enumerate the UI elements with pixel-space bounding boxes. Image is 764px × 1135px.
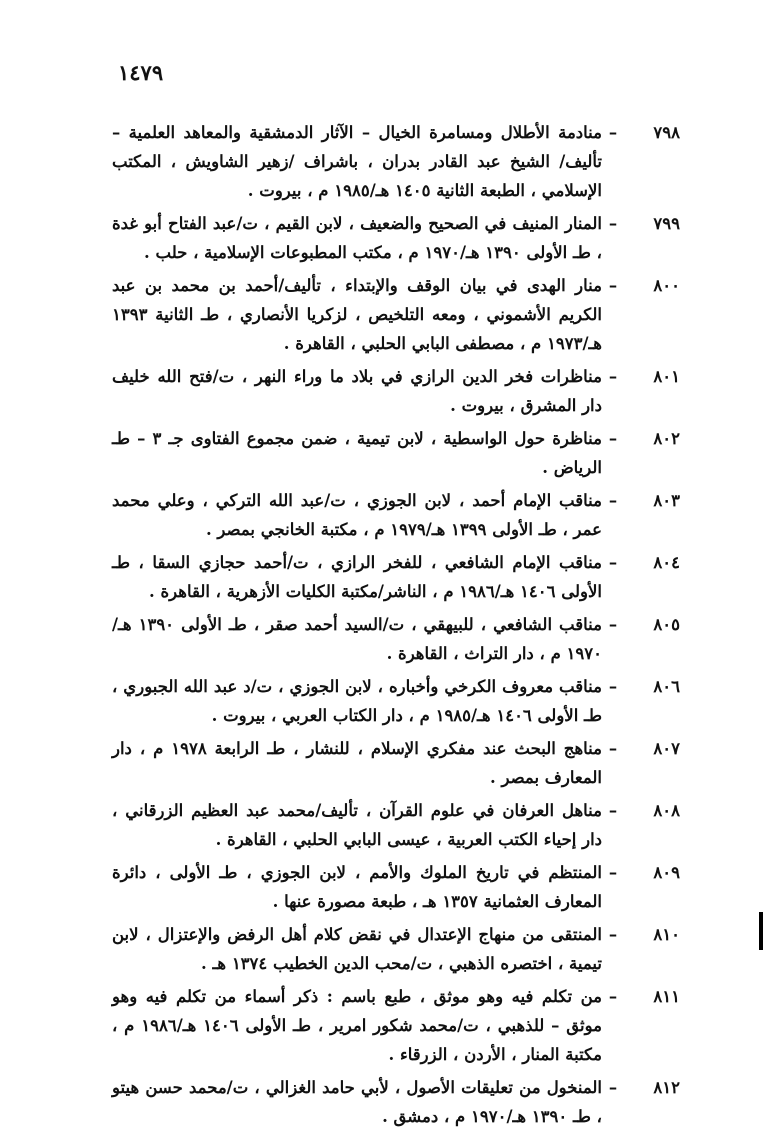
entry-number: ٨٠٩ (653, 863, 680, 882)
entry-text: المنخول من تعليقات الأصول ، لأبي حامد الغزالي ، ت/محمد حسن هيتو ، طـ ١٣٩٠ هـ/١٩٧٠ م ، دمشق . (112, 1078, 602, 1126)
bibliography-entry (96, 118, 680, 205)
entry-number: ٨٠٦ (653, 677, 680, 696)
entry-text: منادمة الأطلال ومسامرة الخيال – الآثار الدمشقية والمعاهد العلمية – تأليف/ الشيخ عبد القادر بدران ، باشراف /زهير الشاويش ، المكتب الإسلامي ، الطبعة الثانية ١٤٠٥ هـ/١٩٨٥ م ، بيروت . (112, 123, 602, 200)
entry-number: ٨٠٢ (653, 429, 680, 448)
entry-dash: – (608, 553, 618, 572)
entry-number: ٨١٢ (653, 1078, 680, 1097)
margin-line (759, 912, 763, 950)
entry-dash: – (608, 925, 618, 944)
entry-dash: – (608, 615, 618, 634)
bibliography-entry (96, 672, 680, 730)
page-number: ١٤٧٩ (118, 60, 164, 85)
entry-text: المنار المنيف في الصحيح والضعيف ، لابن القيم ، ت/عبد الفتاح أبو غدة ، طـ الأولى ١٣٩٠ هـ/١٩٧٠ م ، مكتب المطبوعات الإسلامية ، حلب . (112, 214, 602, 262)
entry-text: مناقب الشافعي ، للبيهقي ، ت/السيد أحمد صقر ، طـ الأولى ١٣٩٠ هـ/١٩٧٠ م ، دار التراث ، القاهرة . (112, 615, 602, 663)
bibliography-entry (96, 796, 680, 854)
entry-text: مناقب الإمام أحمد ، لابن الجوزي ، ت/عبد الله التركي ، وعلي محمد عمر ، طـ الأولى ١٣٩٩ هـ/١٩٧٩ م ، مكتبة الخانجي بمصر . (112, 491, 602, 539)
entry-number: ٨١٠ (653, 925, 680, 944)
entry-text: منار الهدى في بيان الوقف والإبتداء ، تأليف/أحمد بن محمد بن عبد الكريم الأشموني ، ومعه التلخيص ، لزكريا الأنصاري ، طـ الثانية ١٣٩٣ هـ/١٩٧٣ م ، مصطفى البابي الحلبي ، القاهرة . (112, 276, 602, 353)
entry-dash: – (608, 1078, 618, 1097)
entry-number: ٨٠٥ (653, 615, 680, 634)
entry-dash: – (608, 863, 618, 882)
entry-dash: – (608, 276, 618, 295)
bibliography-entry (96, 362, 680, 420)
entry-dash: – (608, 801, 618, 820)
entry-number: ٨٠٠ (653, 276, 680, 295)
bibliography-entry (96, 548, 680, 606)
bibliography-entry (96, 734, 680, 792)
entry-text: مناقب الإمام الشافعي ، للفخر الرازي ، ت/أحمد حجازي السقا ، طـ الأولى ١٤٠٦ هـ/١٩٨٦ م ، الناشر/مكتبة الكليات الأزهرية ، القاهرة . (112, 553, 602, 601)
bibliography-entry (96, 858, 680, 916)
entry-number: ٧٩٨ (653, 123, 680, 142)
entry-number: ٨١١ (653, 987, 680, 1006)
bibliography-entry (96, 271, 680, 358)
bibliography-entry (96, 920, 680, 978)
entry-text: المنتقى من منهاج الإعتدال في نقض كلام أهل الرفض والإعتزال ، لابن تيمية ، اختصره الذهبي ، ت/محب الدين الخطيب ١٣٧٤ هـ . (112, 925, 602, 973)
entry-number: ٨٠٤ (653, 553, 680, 572)
entry-dash: – (608, 214, 618, 233)
entry-number: ٧٩٩ (653, 214, 680, 233)
entry-dash: – (608, 123, 618, 142)
bibliography-entry (96, 209, 680, 267)
entry-dash: – (608, 491, 618, 510)
entry-number: ٨٠٨ (653, 801, 680, 820)
entry-dash: – (608, 987, 618, 1006)
entry-dash: – (608, 367, 618, 386)
entry-number: ٨٠١ (653, 367, 680, 386)
bibliography-entry (96, 424, 680, 482)
entry-dash: – (608, 739, 618, 758)
bibliography-entry (96, 610, 680, 668)
entry-number: ٨٠٧ (653, 739, 680, 758)
entry-text: مناهل العرفان في علوم القرآن ، تأليف/محمد عبد العظيم الزرقاني ، دار إحياء الكتب العربية ، عيسى البابي الحلبي ، القاهرة . (112, 801, 602, 849)
entry-dash: – (608, 429, 618, 448)
entry-text: مناظرة حول الواسطية ، لابن تيمية ، ضمن مجموع الفتاوى جـ ٣ – طـ الرياض . (112, 429, 602, 477)
bibliography-list (96, 118, 680, 1135)
entry-text: المنتظم في تاريخ الملوك والأمم ، لابن الجوزي ، طـ الأولى ، دائرة المعارف العثمانية ١٣٥٧ هـ ، طبعة مصورة عنها . (112, 863, 602, 911)
entry-text: مناهج البحث عند مفكري الإسلام ، للنشار ، طـ الرابعة ١٩٧٨ م ، دار المعارف بمصر . (112, 739, 602, 787)
entry-dash: – (608, 677, 618, 696)
bibliography-entry (96, 486, 680, 544)
bibliography-entry (96, 982, 680, 1069)
entry-text: من تكلم فيه وهو موثق ، طبع باسم : ذكر أسماء من تكلم فيه وهو موثق – للذهبي ، ت/محمد شكور امرير ، طـ الأولى ١٤٠٦ هـ/١٩٨٦ م ، مكتبة المنار ، الأردن ، الزرقاء . (112, 987, 602, 1064)
entry-text: مناقب معروف الكرخي وأخباره ، لابن الجوزي ، ت/د عبد الله الجبوري ، طـ الأولى ١٤٠٦ هـ/١٩٨٥ م ، دار الكتاب العربي ، بيروت . (112, 677, 602, 725)
bibliography-entry (96, 1073, 680, 1131)
entry-text: مناظرات فخر الدين الرازي في بلاد ما وراء النهر ، ت/فتح الله خليف دار المشرق ، بيروت . (112, 367, 602, 415)
entry-number: ٨٠٣ (653, 491, 680, 510)
